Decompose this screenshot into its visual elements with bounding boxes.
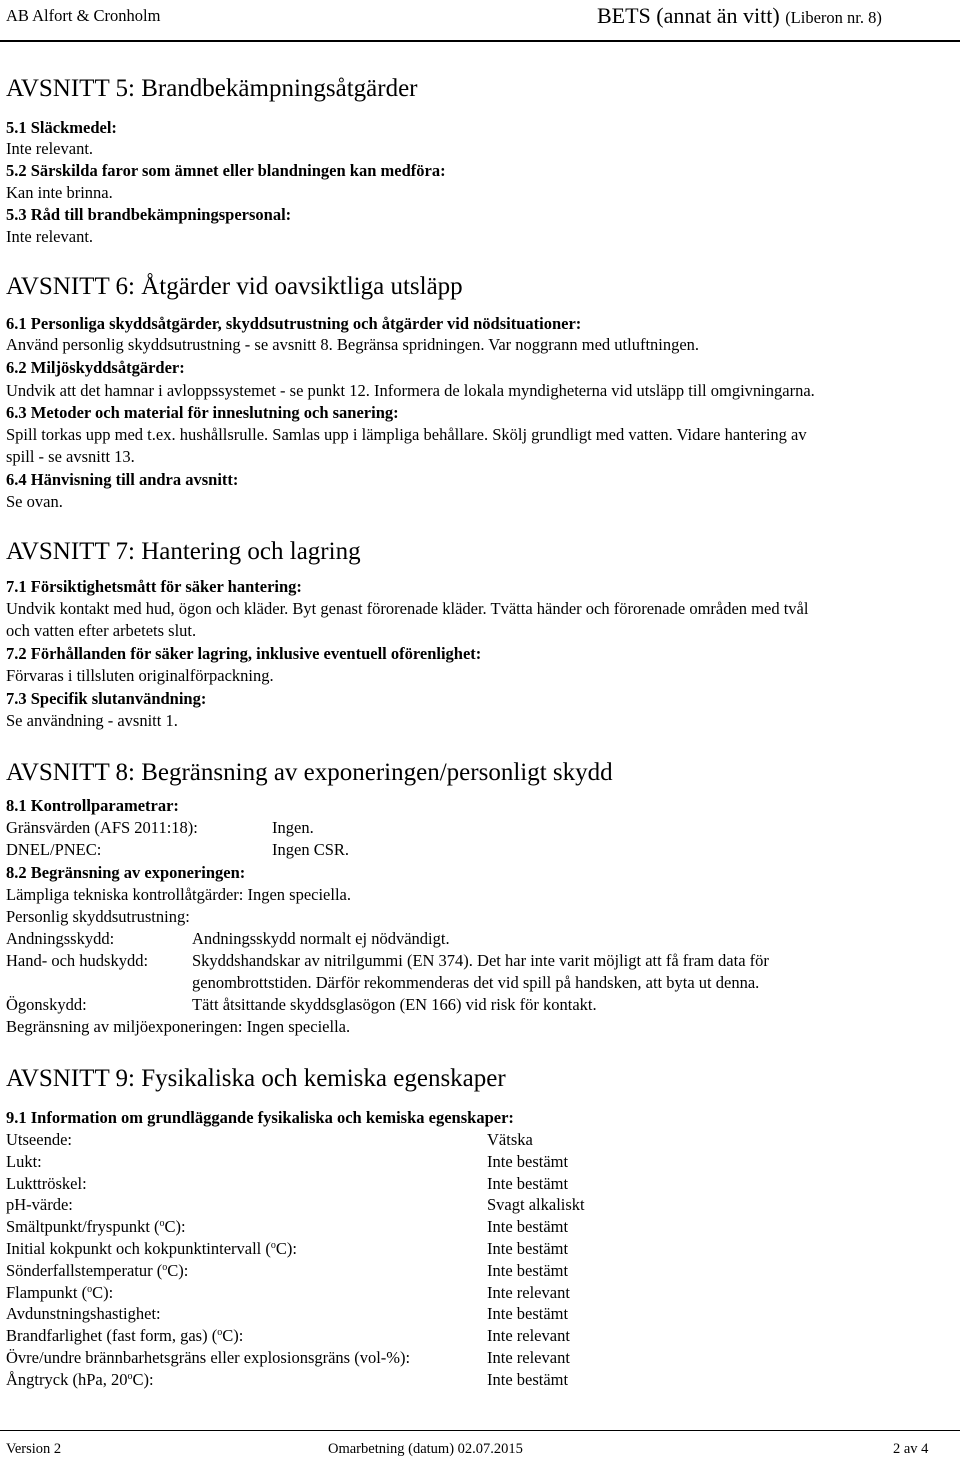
s5-text-1: Inte relevant. xyxy=(6,139,94,158)
property-label xyxy=(6,1195,73,1215)
s6-heading-2: 6.2 Miljöskyddsåtgärder: xyxy=(6,358,185,377)
s6-text-3a: Spill torkas upp med t.ex. hushållsrulle. Samlas upp i lämpliga behållare. Skölj grundligt med vatten. Vidare hantering av xyxy=(6,425,807,444)
property-label-text: Övre/undre brännbarhetsgräns eller explosionsgräns (vol-%): xyxy=(6,1348,411,1367)
ppe-heading: Personlig skyddsutrustning: xyxy=(6,907,190,926)
property-value: Inte bestämt xyxy=(487,1304,569,1324)
property-label xyxy=(6,1304,161,1324)
hand-value-b: genombrottstiden. Därför rekommenderas det vid spill på handsken, att byta ut denna. xyxy=(192,973,760,992)
property-label-text: Smältpunkt/fryspunkt ( xyxy=(6,1217,160,1237)
property-label xyxy=(6,1348,410,1368)
s7-heading-2: 7.2 Förhållanden för säker lagring, inklusive eventuell oförenlighet: xyxy=(6,644,482,663)
s7-text-2: Förvaras i tillsluten originalförpackning. xyxy=(6,666,274,685)
s8-heading-2: 8.2 Begränsning av exponeringen: xyxy=(6,863,246,882)
s8-heading-1: 8.1 Kontrollparametrar: xyxy=(6,796,179,815)
property-label xyxy=(6,1152,42,1172)
footer-version: Version 2 xyxy=(6,1441,62,1457)
property-label xyxy=(6,1239,297,1259)
resp-value: Andningsskydd normalt ej nödvändigt. xyxy=(192,929,450,948)
s5-heading-3: 5.3 Råd till brandbekämpningspersonal: xyxy=(6,205,292,224)
section-7-title: AVSNITT 7: Hantering och lagring xyxy=(6,538,361,565)
s9-heading-1: 9.1 Information om grundläggande fysikaliska och kemiska egenskaper: xyxy=(6,1108,514,1127)
s6-text-3b: spill - se avsnitt 13. xyxy=(6,447,135,466)
hand-label: Hand- och hudskydd: xyxy=(6,951,149,970)
property-label-unit: C): xyxy=(164,1217,186,1237)
s5-text-2: Kan inte brinna. xyxy=(6,183,113,202)
property-label-text: Flampunkt ( xyxy=(6,1282,88,1302)
hand-value-a: Skyddshandskar av nitrilgummi (EN 374). Det har inte varit möjligt att få fram data för xyxy=(192,951,769,970)
degree-superscript: o xyxy=(162,1261,168,1273)
section-8-title: AVSNITT 8: Begränsning av exponeringen/personligt skydd xyxy=(6,759,613,786)
s5-heading-1: 5.1 Släckmedel: xyxy=(6,118,117,137)
property-label xyxy=(6,1130,72,1150)
property-label-unit: C): xyxy=(222,1326,244,1346)
property-value: Svagt alkaliskt xyxy=(487,1195,585,1215)
property-label-text: Brandfarlighet (fast form, gas) ( xyxy=(6,1326,218,1346)
property-label-text: Lukttröskel: xyxy=(6,1173,87,1193)
property-label xyxy=(6,1261,188,1281)
property-label-unit: C): xyxy=(92,1282,114,1302)
footer-page: 2 av 4 xyxy=(893,1441,929,1457)
property-value: Inte relevant xyxy=(487,1326,570,1346)
eye-label: Ögonskydd: xyxy=(6,995,87,1014)
property-value: Vätska xyxy=(487,1130,533,1149)
s7-heading-1: 7.1 Försiktighetsmått för säker hantering: xyxy=(6,577,302,596)
property-label-text: Initial kokpunkt och kokpunktintervall ( xyxy=(6,1239,271,1258)
env-exposure: Begränsning av miljöexponeringen: Ingen speciella. xyxy=(6,1017,351,1036)
property-value: Inte bestämt xyxy=(487,1173,569,1193)
section-9-title: AVSNITT 9: Fysikaliska och kemiska egenskaper xyxy=(6,1065,506,1092)
property-value: Inte relevant xyxy=(487,1282,570,1302)
degree-superscript: o xyxy=(217,1327,223,1339)
limit-value: Ingen. xyxy=(272,818,314,837)
product-sub: (Liberon nr. 8) xyxy=(785,8,882,27)
dnel-value: Ingen CSR. xyxy=(272,840,350,859)
property-label-text: pH-värde: xyxy=(6,1195,73,1215)
property-label-unit: C): xyxy=(132,1369,154,1389)
footer-rule xyxy=(0,1430,960,1431)
property-label-unit: C): xyxy=(167,1260,189,1280)
property-value: Inte bestämt xyxy=(487,1239,569,1258)
property-value: Inte bestämt xyxy=(487,1369,569,1389)
property-label-text: Ångtryck (hPa, 20 xyxy=(6,1369,128,1389)
degree-superscript: o xyxy=(87,1283,93,1295)
degree-superscript: o xyxy=(159,1218,165,1230)
property-label-text: Lukt: xyxy=(6,1151,42,1171)
property-value: Inte bestämt xyxy=(487,1217,569,1237)
s5-heading-2: 5.2 Särskilda faror som ämnet eller blandningen kan medföra: xyxy=(6,161,446,180)
s5-text-3: Inte relevant. xyxy=(6,227,94,246)
resp-label: Andningsskydd: xyxy=(6,929,115,948)
s6-text-2: Undvik att det hamnar i avloppssystemet - se punkt 12. Informera de lokala myndigheterna vid utsläpp till omgivningarna. xyxy=(6,381,815,400)
degree-superscript: o xyxy=(127,1370,133,1382)
section-6-title: AVSNITT 6: Åtgärder vid oavsiktliga utsläpp xyxy=(6,273,463,300)
tech-controls: Lämpliga tekniska kontrollåtgärder: Ingen speciella. xyxy=(6,885,352,904)
property-label-unit: C): xyxy=(275,1239,297,1258)
s6-heading-4: 6.4 Hänvisning till andra avsnitt: xyxy=(6,470,239,489)
s7-text-1b: och vatten efter arbetets slut. xyxy=(6,621,197,640)
header-rule xyxy=(0,40,960,42)
s7-text-3: Se användning - avsnitt 1. xyxy=(6,711,178,730)
property-label-text: Utseende: xyxy=(6,1130,72,1149)
section-5-title: AVSNITT 5: Brandbekämpningsåtgärder xyxy=(6,75,418,102)
degree-superscript: o xyxy=(270,1240,276,1251)
company-name: AB Alfort & Cronholm xyxy=(6,6,161,25)
s6-heading-3: 6.3 Metoder och material för inneslutning och sanering: xyxy=(6,403,399,422)
s7-heading-3: 7.3 Specifik slutanvändning: xyxy=(6,689,207,708)
property-label xyxy=(6,1174,87,1194)
property-label xyxy=(6,1370,154,1390)
s6-text-1: Använd personlig skyddsutrustning - se avsnitt 8. Begränsa spridningen. Var noggrann med utluftningen. xyxy=(6,335,700,354)
property-value: Inte bestämt xyxy=(487,1151,569,1171)
product-name xyxy=(597,3,882,31)
dnel-label: DNEL/PNEC: xyxy=(6,840,102,859)
property-label-text: Sönderfallstemperatur ( xyxy=(6,1260,163,1280)
product-main: BETS (annat än vitt) xyxy=(597,3,780,28)
s7-text-1a: Undvik kontakt med hud, ögon och kläder. Byt genast förorenade kläder. Tvätta händer och förorenade områden med tvål xyxy=(6,599,809,618)
s6-heading-1: 6.1 Personliga skyddsåtgärder, skyddsutrustning och åtgärder vid nödsituationer: xyxy=(6,314,582,333)
eye-value: Tätt åtsittande skyddsglasögon (EN 166) vid risk för kontakt. xyxy=(192,995,597,1014)
s6-text-4: Se ovan. xyxy=(6,492,63,511)
property-value: Inte bestämt xyxy=(487,1260,569,1280)
limit-label: Gränsvärden (AFS 2011:18): xyxy=(6,818,198,837)
footer-revision: Omarbetning (datum) 02.07.2015 xyxy=(328,1441,523,1457)
property-value: Inte relevant xyxy=(487,1348,570,1367)
property-label xyxy=(6,1217,186,1237)
property-label-text: Avdunstningshastighet: xyxy=(6,1304,161,1324)
property-label xyxy=(6,1326,243,1346)
property-label xyxy=(6,1283,113,1303)
